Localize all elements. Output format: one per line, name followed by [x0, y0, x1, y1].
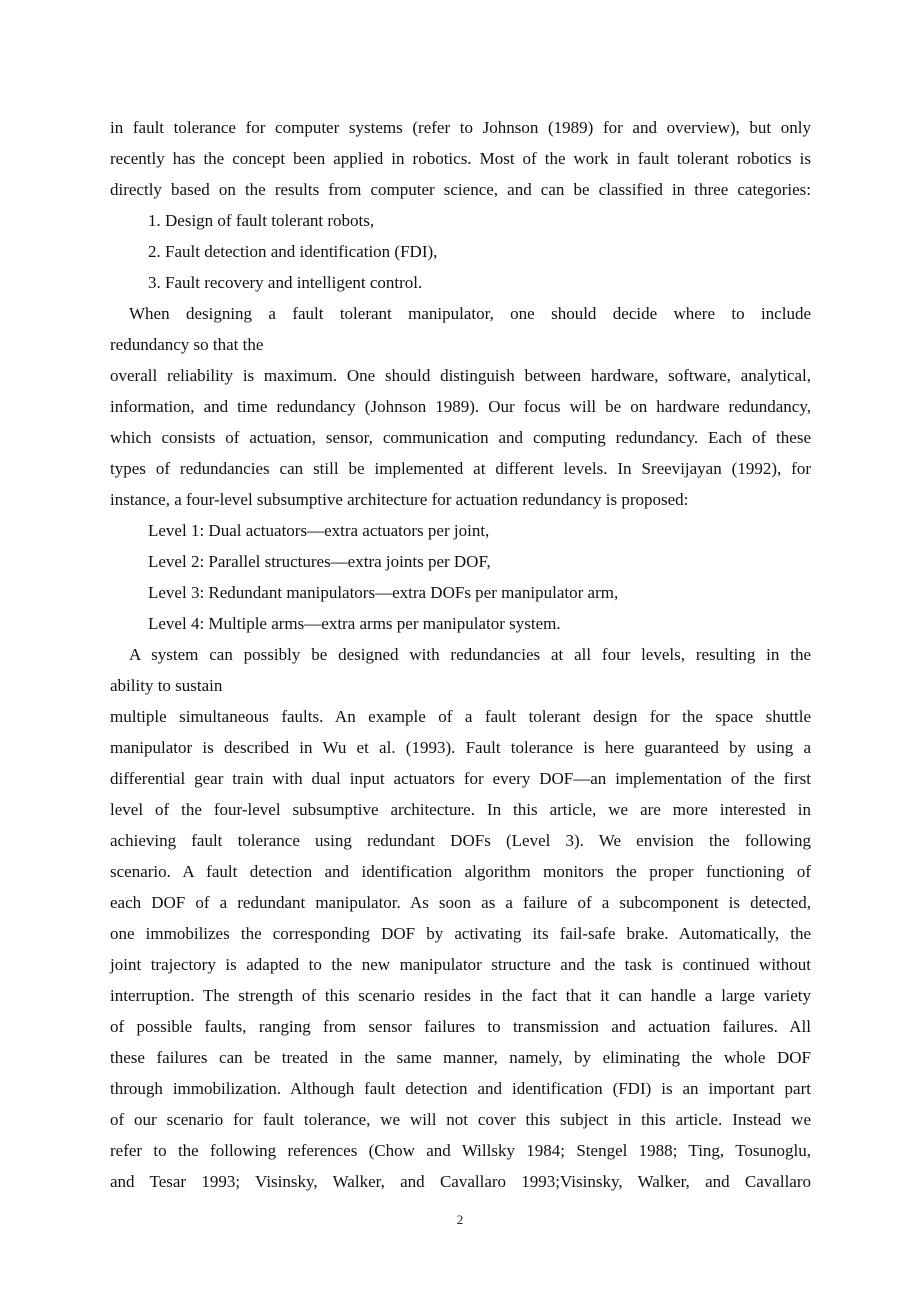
list-item: 2. Fault detection and identification (FDI), [148, 242, 438, 261]
text-line: manipulator is described in Wu et al. (1993). Fault tolerance is here guaranteed by using a [110, 738, 811, 757]
list-item: Level 4: Multiple arms—extra arms per manipulator system. [148, 614, 561, 633]
text-line: achieving fault tolerance using redundant DOFs (Level 3). We envision the following [110, 831, 811, 850]
text-line: one immobilizes the corresponding DOF by activating its fail-safe brake. Automatically, the [110, 924, 811, 943]
text-line: types of redundancies can still be implemented at different levels. In Sreevijayan (1992), for [110, 459, 811, 478]
text-line: joint trajectory is adapted to the new manipulator structure and the task is continued without [110, 955, 811, 974]
list-item: 3. Fault recovery and intelligent control. [148, 273, 423, 292]
text-line: differential gear train with dual input actuators for every DOF—an implementation of the first [110, 769, 811, 788]
text-line: interruption. The strength of this scenario resides in the fact that it can handle a large variety [110, 986, 811, 1005]
text-line: A system can possibly be designed with redundancies at all four levels, resulting in the [129, 645, 811, 664]
text-line: redundancy so that the [110, 335, 264, 354]
text-line: recently has the concept been applied in robotics. Most of the work in fault tolerant robotics is [110, 149, 811, 168]
text-line: through immobilization. Although fault detection and identification (FDI) is an important part [110, 1079, 811, 1098]
list-item: 1. Design of fault tolerant robots, [148, 211, 375, 230]
text-line: of our scenario for fault tolerance, we will not cover this subject in this article. Instead we [110, 1110, 811, 1129]
text-line: multiple simultaneous faults. An example of a fault tolerant design for the space shuttle [110, 707, 811, 726]
list-item: Level 3: Redundant manipulators—extra DOFs per manipulator arm, [148, 583, 619, 602]
list-item: Level 1: Dual actuators—extra actuators per joint, [148, 521, 490, 540]
text-line: directly based on the results from computer science, and can be classified in three categories: [110, 180, 811, 199]
text-line: in fault tolerance for computer systems (refer to Johnson (1989) for and overview), but only [110, 118, 811, 137]
list-item: Level 2: Parallel structures—extra joints per DOF, [148, 552, 491, 571]
text-line: instance, a four-level subsumptive architecture for actuation redundancy is proposed: [110, 490, 689, 509]
text-line: each DOF of a redundant manipulator. As soon as a failure of a subcomponent is detected, [110, 893, 811, 912]
text-line: level of the four-level subsumptive architecture. In this article, we are more interested in [110, 800, 811, 819]
text-line: information, and time redundancy (Johnson 1989). Our focus will be on hardware redundancy, [110, 397, 811, 416]
text-line: which consists of actuation, sensor, communication and computing redundancy. Each of these [110, 428, 811, 447]
text-line: these failures can be treated in the same manner, namely, by eliminating the whole DOF [110, 1048, 811, 1067]
text-line: When designing a fault tolerant manipulator, one should decide where to include [129, 304, 811, 323]
text-line: refer to the following references (Chow and Willsky 1984; Stengel 1988; Ting, Tosunoglu, [110, 1141, 811, 1160]
text-line: ability to sustain [110, 676, 223, 695]
page-number: 2 [456, 1212, 464, 1227]
text-line: scenario. A fault detection and identification algorithm monitors the proper functioning of [110, 862, 811, 881]
text-line: of possible faults, ranging from sensor failures to transmission and actuation failures. All [110, 1017, 811, 1036]
text-line: and Tesar 1993; Visinsky, Walker, and Cavallaro 1993;Visinsky, Walker, and Cavallaro [110, 1172, 811, 1191]
text-line: overall reliability is maximum. One should distinguish between hardware, software, analytical, [110, 366, 811, 385]
